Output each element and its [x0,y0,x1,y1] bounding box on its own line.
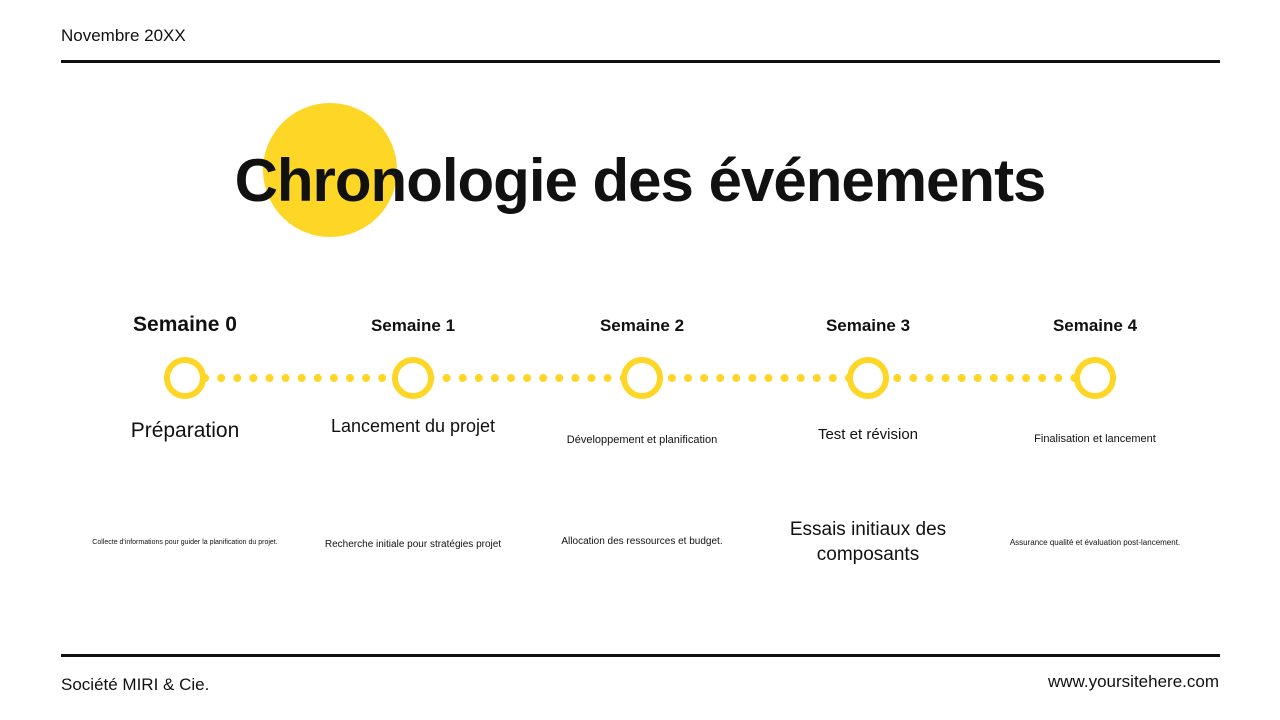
phase-title: Lancement du projet [330,416,496,436]
header-date: Novembre 20XX [61,26,186,45]
week-label: Semaine 4 [1052,316,1138,335]
week-label: Semaine 2 [599,316,685,335]
timeline-node [847,357,889,399]
top-divider [61,60,1220,63]
phase-description: Recherche initiale pour stratégies projet [324,539,502,550]
phase-description: Essais initiaux des composants [789,519,947,565]
phase-description: Assurance qualité et évaluation post-lancement. [1009,538,1181,547]
company-name: Société MIRI & Cie. [61,675,210,694]
bottom-divider [61,654,1220,657]
website-link[interactable]: www.yoursitehere.com [1047,672,1219,691]
phase-title: Développement et planification [566,434,718,446]
timeline-node [1074,357,1116,399]
phase-title: Préparation [130,419,240,442]
page-title: Chronologie des événements [234,147,1046,214]
week-label: Semaine 0 [133,313,237,336]
phase-title: Test et révision [817,426,919,443]
timeline-node [164,357,206,399]
phase-title: Finalisation et lancement [1034,433,1156,445]
timeline-node [621,357,663,399]
phase-description: Collecte d'informations pour guider la planification du projet. [92,539,278,546]
week-label: Semaine 3 [825,316,911,335]
week-label: Semaine 1 [370,316,456,335]
timeline-node [392,357,434,399]
phase-description: Allocation des ressources et budget. [561,536,723,547]
